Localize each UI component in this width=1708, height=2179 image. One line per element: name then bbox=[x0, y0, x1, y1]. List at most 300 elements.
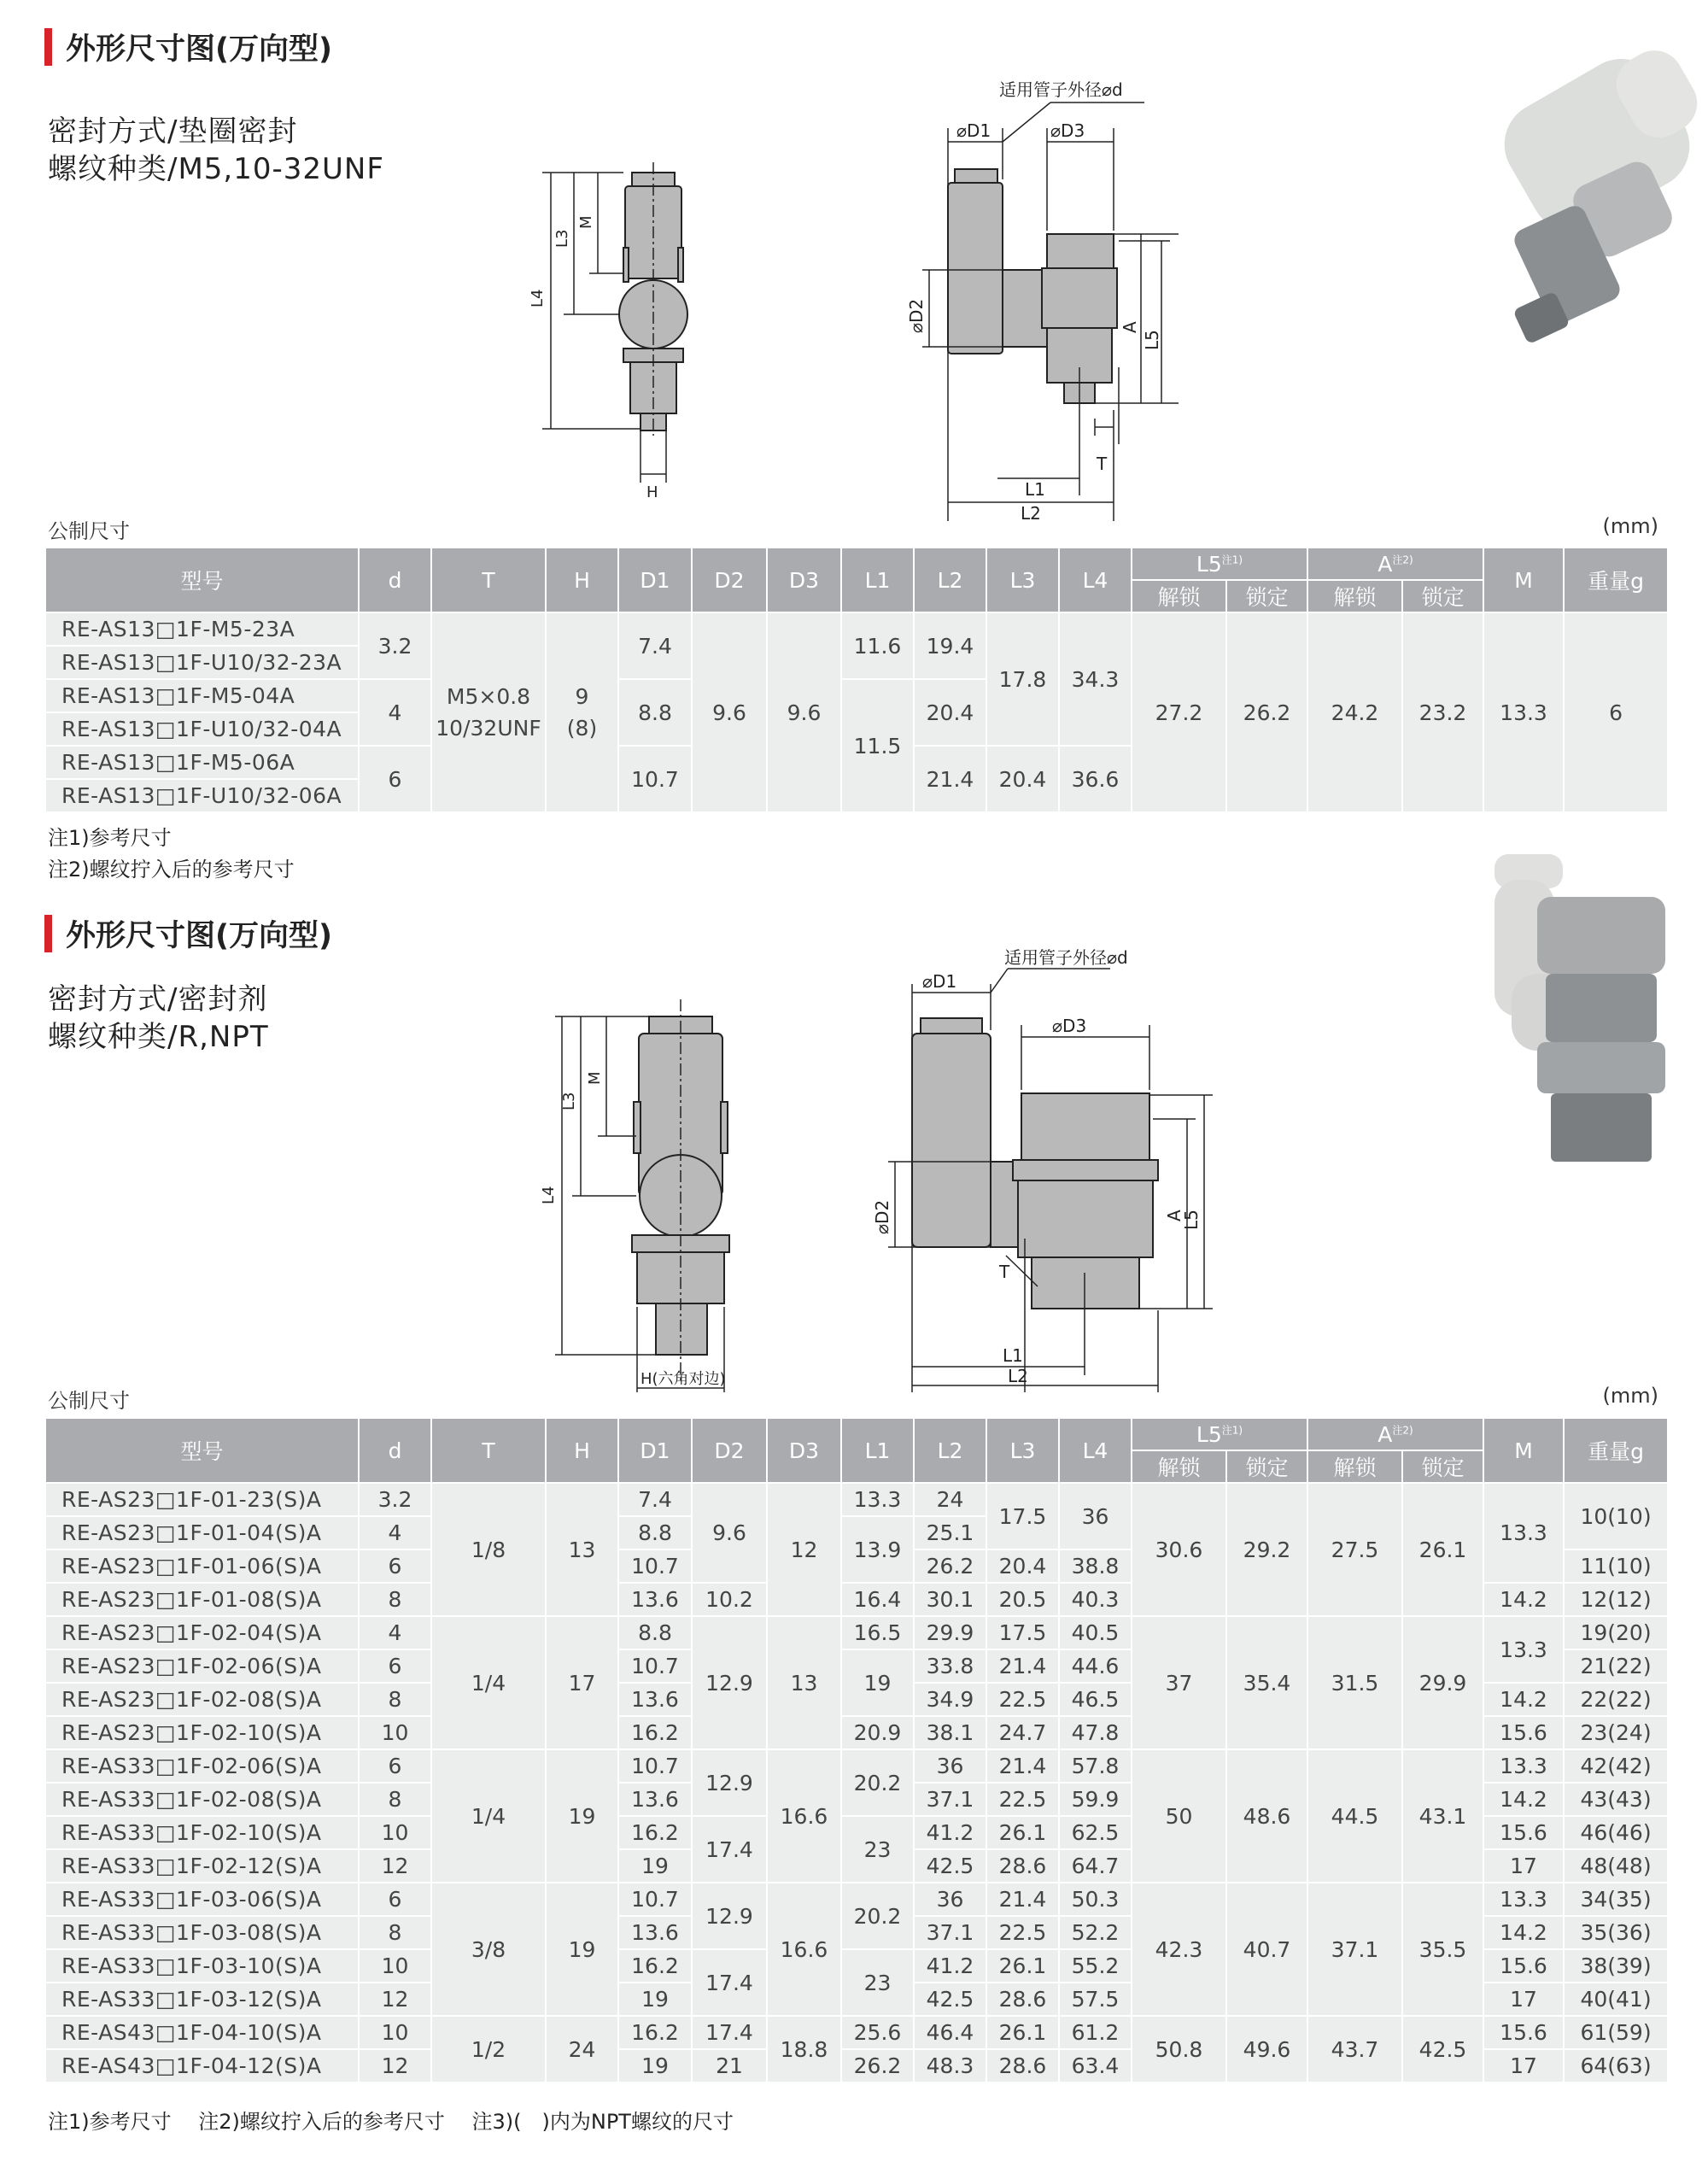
weight-cell: 48(48) bbox=[1564, 1849, 1668, 1883]
dim-l2-label: L2 bbox=[1008, 1366, 1028, 1386]
m-cell: 13.3 bbox=[1483, 1483, 1564, 1583]
header-l1: L1 bbox=[841, 548, 914, 612]
d-cell: 8 bbox=[359, 1583, 431, 1616]
l1-cell: 20.2 bbox=[841, 1749, 914, 1816]
header-l5-lock: 锁定 bbox=[1226, 1450, 1307, 1483]
h-cell: 9 (8) bbox=[546, 612, 618, 812]
d1-cell: 13.6 bbox=[618, 1916, 692, 1949]
weight-cell: 46(46) bbox=[1564, 1816, 1668, 1849]
l2-cell: 36 bbox=[914, 1749, 986, 1783]
section1-side-view-drawing bbox=[888, 77, 1213, 530]
l5-unlock-cell: 42.3 bbox=[1132, 1883, 1226, 2016]
model-cell: RE-AS33□1F-03-10(S)A bbox=[45, 1949, 359, 1983]
header-d3: D3 bbox=[767, 548, 841, 612]
l4-cell: 44.6 bbox=[1059, 1649, 1132, 1683]
d1-cell: 10.7 bbox=[618, 1549, 692, 1583]
dim-h-label: H bbox=[646, 483, 658, 501]
header-l1: L1 bbox=[841, 1418, 914, 1483]
weight-cell: 6 bbox=[1564, 612, 1668, 812]
d-cell: 4 bbox=[359, 1616, 431, 1649]
l2-cell: 48.3 bbox=[914, 2049, 986, 2082]
l2-cell: 24 bbox=[914, 1483, 986, 1516]
dim-l1-label: L1 bbox=[1003, 1345, 1023, 1366]
a-unlock-cell: 43.7 bbox=[1307, 2016, 1402, 2082]
dim-l2-label: L2 bbox=[1021, 503, 1041, 524]
header-h: H bbox=[546, 548, 618, 612]
l3-cell: 26.1 bbox=[986, 2016, 1059, 2049]
d1-cell: 8.8 bbox=[618, 1616, 692, 1649]
l3-cell: 21.4 bbox=[986, 1749, 1059, 1783]
l5-lock-cell: 26.2 bbox=[1226, 612, 1307, 812]
section2-spec bbox=[48, 981, 269, 1056]
l4-cell: 63.4 bbox=[1059, 2049, 1132, 2082]
header-m: M bbox=[1483, 1418, 1564, 1483]
d-cell: 10 bbox=[359, 1949, 431, 1983]
note-1: 注1)参考尺寸 bbox=[48, 826, 172, 850]
d-cell: 6 bbox=[359, 1749, 431, 1783]
dim-l4-label: L4 bbox=[529, 289, 547, 308]
m-cell: 15.6 bbox=[1483, 2016, 1564, 2049]
product-photo-gasket-seal bbox=[1452, 26, 1699, 367]
l2-cell: 33.8 bbox=[914, 1649, 986, 1683]
product-photo-sealant bbox=[1435, 846, 1691, 1170]
t-cell: 1/4 bbox=[431, 1616, 546, 1749]
l2-cell: 42.5 bbox=[914, 1849, 986, 1883]
h-cell: 24 bbox=[546, 2016, 618, 2082]
dim-d2-label: ⌀D2 bbox=[872, 1199, 892, 1234]
h-cell: 19 bbox=[546, 1749, 618, 1883]
d2-cell: 21 bbox=[692, 2049, 767, 2082]
header-l5-unlock: 解锁 bbox=[1132, 1450, 1226, 1483]
l2-cell: 46.4 bbox=[914, 2016, 986, 2049]
section2-footnote: 注1)参考尺寸 注2)螺纹拧入后的参考尺寸 注3)( )内为NPT螺纹的尺寸 bbox=[48, 2110, 734, 2134]
l3-cell: 24.7 bbox=[986, 1716, 1059, 1749]
section2-heading bbox=[44, 912, 332, 955]
m-cell: 14.2 bbox=[1483, 1916, 1564, 1949]
l2-cell: 38.1 bbox=[914, 1716, 986, 1749]
t-cell: 1/8 bbox=[431, 1483, 546, 1616]
header-l2: L2 bbox=[914, 548, 986, 612]
a-unlock-cell: 24.2 bbox=[1307, 612, 1402, 812]
l2-cell: 19.4 bbox=[914, 612, 986, 679]
weight-cell: 11(10) bbox=[1564, 1549, 1668, 1583]
a-unlock-cell: 31.5 bbox=[1307, 1616, 1402, 1749]
l2-cell: 34.9 bbox=[914, 1683, 986, 1716]
weight-cell: 40(41) bbox=[1564, 1983, 1668, 2016]
l4-cell: 57.5 bbox=[1059, 1983, 1132, 2016]
d3-cell: 13 bbox=[767, 1616, 841, 1749]
model-cell: RE-AS13□1F-U10/32-23A bbox=[45, 646, 359, 679]
l4-cell: 40.5 bbox=[1059, 1616, 1132, 1649]
l4-cell: 55.2 bbox=[1059, 1949, 1132, 1983]
dim-d2-label: ⌀D2 bbox=[906, 298, 927, 333]
model-cell: RE-AS23□1F-02-06(S)A bbox=[45, 1649, 359, 1683]
m-cell: 14.2 bbox=[1483, 1783, 1564, 1816]
m-cell: 13.3 bbox=[1483, 1749, 1564, 1783]
l3-cell: 22.5 bbox=[986, 1683, 1059, 1716]
table-row bbox=[45, 612, 1668, 646]
d-cell: 6 bbox=[359, 1883, 431, 1916]
header-l5: L5$^{注1)}$ bbox=[1132, 1418, 1307, 1450]
dim-d3-label: ⌀D3 bbox=[1052, 1016, 1087, 1036]
d2-cell: 10.2 bbox=[692, 1583, 767, 1616]
header-weight: 重量g bbox=[1564, 1418, 1668, 1483]
header-a-lock: 锁定 bbox=[1402, 580, 1483, 612]
m-cell: 15.6 bbox=[1483, 1816, 1564, 1849]
weight-cell: 64(63) bbox=[1564, 2049, 1668, 2082]
l4-cell: 40.3 bbox=[1059, 1583, 1132, 1616]
thread-type: 螺纹种类/M5,10-32UNF bbox=[48, 152, 384, 186]
l3-cell: 20.4 bbox=[986, 1549, 1059, 1583]
m-cell: 14.2 bbox=[1483, 1583, 1564, 1616]
section1-front-view-drawing bbox=[512, 154, 734, 513]
model-cell: RE-AS43□1F-04-10(S)A bbox=[45, 2016, 359, 2049]
model-cell: RE-AS23□1F-02-08(S)A bbox=[45, 1683, 359, 1716]
weight-cell: 10(10) bbox=[1564, 1483, 1668, 1549]
l2-cell: 20.4 bbox=[914, 679, 986, 746]
l3-cell: 28.6 bbox=[986, 2049, 1059, 2082]
model-cell: RE-AS33□1F-02-06(S)A bbox=[45, 1749, 359, 1783]
d1-cell: 16.2 bbox=[618, 1716, 692, 1749]
weight-cell: 61(59) bbox=[1564, 2016, 1668, 2049]
m-cell: 13.3 bbox=[1483, 1616, 1564, 1683]
l3-cell: 17.5 bbox=[986, 1483, 1059, 1549]
d1-cell: 13.6 bbox=[618, 1683, 692, 1716]
d2-cell: 17.4 bbox=[692, 2016, 767, 2049]
weight-cell: 34(35) bbox=[1564, 1883, 1668, 1916]
model-cell: RE-AS23□1F-01-04(S)A bbox=[45, 1516, 359, 1549]
d3-cell: 12 bbox=[767, 1483, 841, 1616]
model-cell: RE-AS23□1F-01-08(S)A bbox=[45, 1583, 359, 1616]
dim-a-label: A bbox=[1120, 321, 1140, 333]
header-l5-unlock: 解锁 bbox=[1132, 580, 1226, 612]
l1-cell: 16.5 bbox=[841, 1616, 914, 1649]
header-model: 型号 bbox=[45, 1418, 359, 1483]
d1-cell: 10.7 bbox=[618, 1649, 692, 1683]
dim-d3-label: ⌀D3 bbox=[1050, 120, 1085, 141]
header-a: $A^{注2)}$ bbox=[1307, 548, 1483, 580]
m-cell: 14.2 bbox=[1483, 1683, 1564, 1716]
model-cell: RE-AS13□1F-U10/32-06A bbox=[45, 779, 359, 812]
d-cell: 10 bbox=[359, 1816, 431, 1849]
d3-cell: 9.6 bbox=[767, 612, 841, 812]
l3-cell: 22.5 bbox=[986, 1783, 1059, 1816]
header-m: M bbox=[1483, 548, 1564, 612]
l2-cell: 21.4 bbox=[914, 746, 986, 812]
a-lock-cell: 43.1 bbox=[1402, 1749, 1483, 1883]
note-2: 注2)螺纹拧入后的参考尺寸 bbox=[48, 858, 295, 882]
d3-cell: 16.6 bbox=[767, 1749, 841, 1883]
l4-cell: 57.8 bbox=[1059, 1749, 1132, 1783]
weight-cell: 38(39) bbox=[1564, 1949, 1668, 1983]
dim-t-label: T bbox=[1097, 454, 1108, 474]
l3-cell: 20.5 bbox=[986, 1583, 1059, 1616]
d-cell: 10 bbox=[359, 2016, 431, 2049]
weight-cell: 43(43) bbox=[1564, 1783, 1668, 1816]
l5-unlock-cell: 27.2 bbox=[1132, 612, 1226, 812]
h-cell: 17 bbox=[546, 1616, 618, 1749]
a-lock-cell: 26.1 bbox=[1402, 1483, 1483, 1616]
seal-method: 密封方式/密封剂 bbox=[48, 982, 268, 1016]
d1-cell: 19 bbox=[618, 1983, 692, 2016]
header-l4: L4 bbox=[1059, 548, 1132, 612]
d2-cell: 9.6 bbox=[692, 1483, 767, 1583]
l1-cell: 23 bbox=[841, 1949, 914, 2016]
l5-unlock-cell: 50.8 bbox=[1132, 2016, 1226, 2082]
header-l5-lock: 锁定 bbox=[1226, 580, 1307, 612]
model-cell: RE-AS33□1F-03-08(S)A bbox=[45, 1916, 359, 1949]
model-cell: RE-AS23□1F-01-23(S)A bbox=[45, 1483, 359, 1516]
l5-unlock-cell: 50 bbox=[1132, 1749, 1226, 1883]
l3-cell: 26.1 bbox=[986, 1816, 1059, 1849]
d-cell: 12 bbox=[359, 1849, 431, 1883]
l1-cell: 11.5 bbox=[841, 679, 914, 812]
d-cell: 8 bbox=[359, 1916, 431, 1949]
model-cell: RE-AS13□1F-M5-04A bbox=[45, 679, 359, 712]
l5-unlock-cell: 37 bbox=[1132, 1616, 1226, 1749]
d1-cell: 16.2 bbox=[618, 1816, 692, 1849]
a-lock-cell: 23.2 bbox=[1402, 612, 1483, 812]
d2-cell: 17.4 bbox=[692, 1949, 767, 2016]
dim-tube-od-label: 适用管子外径⌀d bbox=[999, 79, 1123, 100]
dim-l3-label: L3 bbox=[560, 1092, 578, 1110]
d-cell: 12 bbox=[359, 2049, 431, 2082]
d1-cell: 16.2 bbox=[618, 2016, 692, 2049]
dim-t-label: T bbox=[999, 1262, 1010, 1282]
section2-title: 外形尺寸图(万向型) bbox=[66, 919, 332, 953]
m-cell: 13.3 bbox=[1483, 1883, 1564, 1916]
table-row bbox=[45, 1749, 1668, 1783]
header-d: d bbox=[359, 1418, 431, 1483]
l4-cell: 36 bbox=[1059, 1483, 1132, 1549]
l4-cell: 59.9 bbox=[1059, 1783, 1132, 1816]
m-cell: 17 bbox=[1483, 2049, 1564, 2082]
section1-metric-label: 公制尺寸 bbox=[48, 519, 130, 543]
d1-cell: 10.7 bbox=[618, 1749, 692, 1783]
l5-unlock-cell: 30.6 bbox=[1132, 1483, 1226, 1616]
l3-cell: 26.1 bbox=[986, 1949, 1059, 1983]
header-a-lock: 锁定 bbox=[1402, 1450, 1483, 1483]
header-l5: L5$^{注1)}$ bbox=[1132, 548, 1307, 580]
section2-side-view-drawing bbox=[854, 948, 1230, 1409]
d-cell: 3.2 bbox=[359, 612, 431, 679]
section2-front-view-drawing bbox=[512, 982, 769, 1409]
a-unlock-cell: 37.1 bbox=[1307, 1883, 1402, 2016]
m-cell: 15.6 bbox=[1483, 1949, 1564, 1983]
d-cell: 8 bbox=[359, 1683, 431, 1716]
m-cell: 17 bbox=[1483, 1983, 1564, 2016]
weight-cell: 21(22) bbox=[1564, 1649, 1668, 1683]
l3-cell: 21.4 bbox=[986, 1883, 1059, 1916]
l1-cell: 13.9 bbox=[841, 1516, 914, 1583]
header-t: T bbox=[431, 548, 546, 612]
model-cell: RE-AS13□1F-U10/32-04A bbox=[45, 712, 359, 746]
header-l3: L3 bbox=[986, 548, 1059, 612]
l3-cell: 17.8 bbox=[986, 612, 1059, 746]
model-cell: RE-AS13□1F-M5-06A bbox=[45, 746, 359, 779]
header-d3: D3 bbox=[767, 1418, 841, 1483]
section1-notes bbox=[48, 823, 295, 886]
h-cell: 19 bbox=[546, 1883, 618, 2016]
header-l3: L3 bbox=[986, 1418, 1059, 1483]
l1-cell: 11.6 bbox=[841, 612, 914, 679]
d2-cell: 12.9 bbox=[692, 1883, 767, 1949]
dim-m-label: M bbox=[586, 1071, 604, 1085]
l4-cell: 47.8 bbox=[1059, 1716, 1132, 1749]
section1-spec bbox=[48, 113, 384, 188]
dim-a-label: A bbox=[1164, 1210, 1184, 1221]
m-cell: 17 bbox=[1483, 1849, 1564, 1883]
d1-cell: 7.4 bbox=[618, 612, 692, 679]
l5-lock-cell: 29.2 bbox=[1226, 1483, 1307, 1616]
l2-cell: 29.9 bbox=[914, 1616, 986, 1649]
m-cell: 15.6 bbox=[1483, 1716, 1564, 1749]
l4-cell: 50.3 bbox=[1059, 1883, 1132, 1916]
d3-cell: 16.6 bbox=[767, 1883, 841, 2016]
d-cell: 6 bbox=[359, 1649, 431, 1683]
d1-cell: 16.2 bbox=[618, 1949, 692, 1983]
l5-lock-cell: 40.7 bbox=[1226, 1883, 1307, 2016]
section2-unit-label: (mm) bbox=[1602, 1384, 1658, 1408]
dim-l4-label: L4 bbox=[540, 1186, 558, 1204]
d1-cell: 8.8 bbox=[618, 679, 692, 746]
l1-cell: 26.2 bbox=[841, 2049, 914, 2082]
l2-cell: 37.1 bbox=[914, 1783, 986, 1816]
d-cell: 3.2 bbox=[359, 1483, 431, 1516]
dim-l3-label: L3 bbox=[553, 229, 571, 248]
l1-cell: 19 bbox=[841, 1649, 914, 1716]
header-l4: L4 bbox=[1059, 1418, 1132, 1483]
d1-cell: 19 bbox=[618, 2049, 692, 2082]
weight-cell: 12(12) bbox=[1564, 1583, 1668, 1616]
d2-cell: 17.4 bbox=[692, 1816, 767, 1883]
l2-cell: 25.1 bbox=[914, 1516, 986, 1549]
l2-cell: 30.1 bbox=[914, 1583, 986, 1616]
l4-cell: 38.8 bbox=[1059, 1549, 1132, 1583]
l1-cell: 16.4 bbox=[841, 1583, 914, 1616]
l4-cell: 36.6 bbox=[1059, 746, 1132, 812]
model-cell: RE-AS33□1F-02-08(S)A bbox=[45, 1783, 359, 1816]
header-h: H bbox=[546, 1418, 618, 1483]
d-cell: 4 bbox=[359, 679, 431, 746]
d-cell: 10 bbox=[359, 1716, 431, 1749]
section1-dimension-table bbox=[44, 547, 1669, 813]
l1-cell: 25.6 bbox=[841, 2016, 914, 2049]
seal-method: 密封方式/垫圈密封 bbox=[48, 114, 298, 149]
t-cell: 1/2 bbox=[431, 2016, 546, 2082]
a-unlock-cell: 44.5 bbox=[1307, 1749, 1402, 1883]
l4-cell: 52.2 bbox=[1059, 1916, 1132, 1949]
dim-l5-label: L5 bbox=[1142, 330, 1162, 350]
t-cell: 1/4 bbox=[431, 1749, 546, 1883]
l3-cell: 28.6 bbox=[986, 1983, 1059, 2016]
model-cell: RE-AS33□1F-02-10(S)A bbox=[45, 1816, 359, 1849]
weight-cell: 22(22) bbox=[1564, 1683, 1668, 1716]
l1-cell: 13.3 bbox=[841, 1483, 914, 1516]
a-unlock-cell: 27.5 bbox=[1307, 1483, 1402, 1616]
section1-title: 外形尺寸图(万向型) bbox=[66, 32, 332, 67]
section2-dimension-table bbox=[44, 1417, 1669, 2083]
weight-cell: 19(20) bbox=[1564, 1616, 1668, 1649]
header-d2: D2 bbox=[692, 548, 767, 612]
model-cell: RE-AS33□1F-02-12(S)A bbox=[45, 1849, 359, 1883]
d-cell: 6 bbox=[359, 1549, 431, 1583]
d-cell: 8 bbox=[359, 1783, 431, 1816]
weight-cell: 42(42) bbox=[1564, 1749, 1668, 1783]
dim-d1-label: ⌀D1 bbox=[922, 971, 957, 992]
model-cell: RE-AS33□1F-03-06(S)A bbox=[45, 1883, 359, 1916]
d1-cell: 19 bbox=[618, 1849, 692, 1883]
header-a-unlock: 解锁 bbox=[1307, 1450, 1402, 1483]
l4-cell: 62.5 bbox=[1059, 1816, 1132, 1849]
dim-tube-od-label: 适用管子外径⌀d bbox=[1004, 948, 1128, 968]
h-cell: 13 bbox=[546, 1483, 618, 1616]
thread-type: 螺纹种类/R,NPT bbox=[48, 1020, 269, 1054]
d-cell: 12 bbox=[359, 1983, 431, 2016]
weight-cell: 35(36) bbox=[1564, 1916, 1668, 1949]
l1-cell: 23 bbox=[841, 1816, 914, 1883]
dim-m-label: M bbox=[577, 215, 595, 229]
l2-cell: 36 bbox=[914, 1883, 986, 1916]
model-cell: RE-AS23□1F-02-10(S)A bbox=[45, 1716, 359, 1749]
a-lock-cell: 29.9 bbox=[1402, 1616, 1483, 1749]
t-cell: M5×0.8 10/32UNF bbox=[431, 612, 546, 812]
header-d1: D1 bbox=[618, 1418, 692, 1483]
d1-cell: 10.7 bbox=[618, 746, 692, 812]
l1-cell: 20.9 bbox=[841, 1716, 914, 1749]
d3-cell: 18.8 bbox=[767, 2016, 841, 2082]
model-cell: RE-AS23□1F-02-04(S)A bbox=[45, 1616, 359, 1649]
l2-cell: 37.1 bbox=[914, 1916, 986, 1949]
d1-cell: 7.4 bbox=[618, 1483, 692, 1516]
l2-cell: 26.2 bbox=[914, 1549, 986, 1583]
model-cell: RE-AS33□1F-03-12(S)A bbox=[45, 1983, 359, 2016]
a-lock-cell: 42.5 bbox=[1402, 2016, 1483, 2082]
header-a: $A^{注2)}$ bbox=[1307, 1418, 1483, 1450]
model-cell: RE-AS43□1F-04-12(S)A bbox=[45, 2049, 359, 2082]
l3-cell: 22.5 bbox=[986, 1916, 1059, 1949]
header-d: d bbox=[359, 548, 431, 612]
l4-cell: 64.7 bbox=[1059, 1849, 1132, 1883]
table-row bbox=[45, 1483, 1668, 1516]
table-row bbox=[45, 2016, 1668, 2049]
d2-cell: 12.9 bbox=[692, 1749, 767, 1816]
section2-metric-label: 公制尺寸 bbox=[48, 1389, 130, 1413]
l4-cell: 46.5 bbox=[1059, 1683, 1132, 1716]
l4-cell: 34.3 bbox=[1059, 612, 1132, 746]
header-d1: D1 bbox=[618, 548, 692, 612]
dim-d1-label: ⌀D1 bbox=[956, 120, 991, 141]
d2-cell: 9.6 bbox=[692, 612, 767, 812]
l5-lock-cell: 35.4 bbox=[1226, 1616, 1307, 1749]
l3-cell: 20.4 bbox=[986, 746, 1059, 812]
header-weight: 重量g bbox=[1564, 548, 1668, 612]
l2-cell: 41.2 bbox=[914, 1816, 986, 1849]
l4-cell: 61.2 bbox=[1059, 2016, 1132, 2049]
d2-cell: 12.9 bbox=[692, 1616, 767, 1749]
l1-cell: 20.2 bbox=[841, 1883, 914, 1949]
table-row bbox=[45, 1616, 1668, 1649]
l3-cell: 17.5 bbox=[986, 1616, 1059, 1649]
l2-cell: 42.5 bbox=[914, 1983, 986, 2016]
dim-h-label: H(六角对边) bbox=[640, 1370, 726, 1388]
d1-cell: 13.6 bbox=[618, 1583, 692, 1616]
section1-heading bbox=[44, 26, 332, 68]
t-cell: 3/8 bbox=[431, 1883, 546, 2016]
d1-cell: 13.6 bbox=[618, 1783, 692, 1816]
dim-l1-label: L1 bbox=[1025, 479, 1045, 500]
accent-bar bbox=[44, 28, 52, 66]
